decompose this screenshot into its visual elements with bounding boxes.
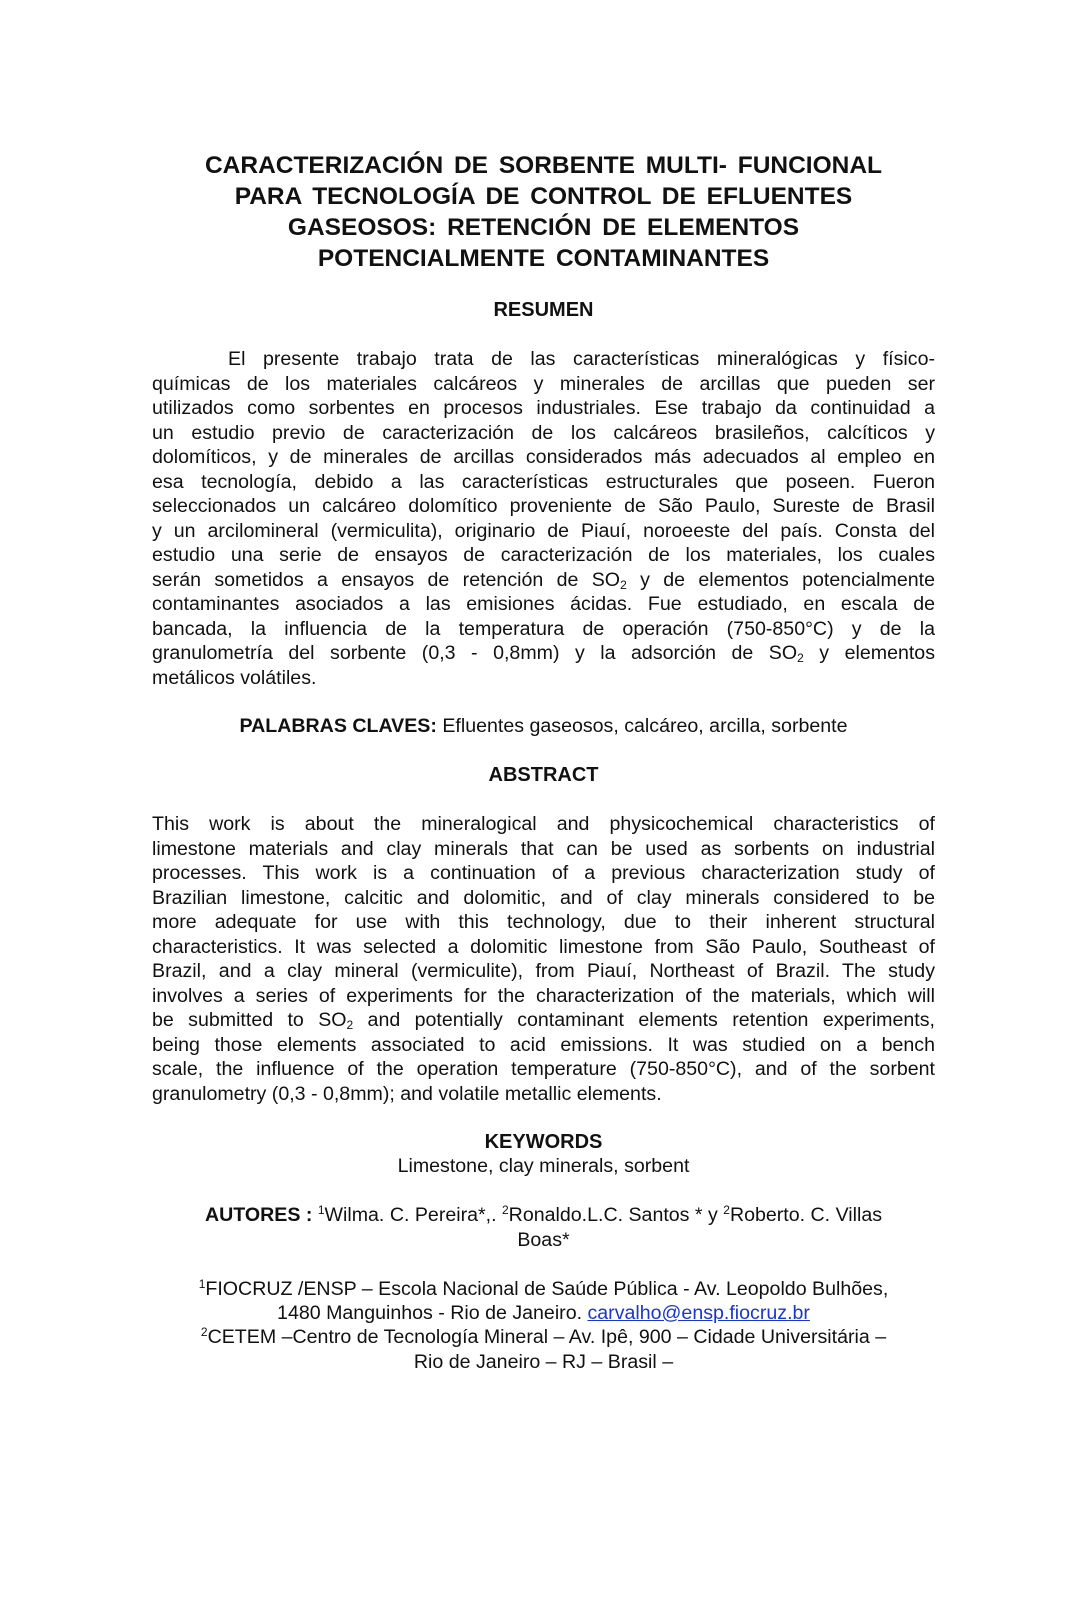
text-line: This work is about the mineralogical and physicochemical characteristics of — [152, 813, 935, 835]
text-line: utilizados como sorbentes en procesos industriales. Ese trabajo da continuidad a — [152, 397, 935, 419]
text-line: contaminantes asociados a las emisiones ácidas. Fue estudiado, en escala de — [152, 593, 935, 615]
text-line: y un arcilomineral (vermiculita), originario de Piauí, noroeeste del país. Consta del — [152, 519, 935, 542]
email-link[interactable]: carvalho@ensp.fiocruz.br — [587, 1302, 810, 1324]
text-line: El presente trabajo trata de las características mineralógicas y físico- — [228, 348, 935, 370]
text-line: granulometry (0,3 - 0,8mm); and volatile metallic elements. — [152, 1082, 662, 1105]
title-line: GASEOSOS: RETENCIÓN DE ELEMENTOS — [287, 214, 800, 241]
text-line: scale, the influence of the operation temperature (750-850°C), and of the sorbent — [152, 1058, 935, 1080]
author-name: Roberto. C. Villas — [729, 1204, 883, 1226]
text-line: bancada, la influencia de la temperatura de operación (750-850°C) y de la — [152, 617, 935, 640]
text-line: Brazil, and a clay mineral (vermiculite), from Piauí, Northeast of Brazil. The study — [152, 960, 935, 982]
text-line: Brazilian limestone, calcitic and dolomitic, and of clay minerals considered to be — [152, 886, 935, 909]
keywords-heading: KEYWORDS — [484, 1131, 603, 1153]
autores-label: AUTORES : — [204, 1204, 313, 1226]
title-line: PARA TECNOLOGÍA DE CONTROL DE EFLUENTES — [234, 183, 853, 210]
paper-title — [152, 150, 935, 274]
affiliation-1-cont: 1480 Manguinhos - Rio de Janeiro. carvalho@ensp.fiocruz.br — [277, 1302, 810, 1324]
text-line: serán sometidos a ensayos de retención de $SO_2$ y de elementos potencialmente — [152, 568, 935, 592]
text-line: un estudio previo de caracterización de los calcáreos brasileños, calcíticos y — [152, 421, 935, 444]
affiliation-2-cont: Rio de Janeiro – RJ – Brasil – — [413, 1351, 674, 1373]
author-name: Wilma. C. Pereira*,. — [324, 1204, 502, 1226]
resumen-paragraph — [152, 347, 935, 690]
authors-line: AUTORES : $^1$Wilma. C. Pereira*,. $^2$Ronaldo.L.C. Santos * y $^2$Roberto. C. Villas — [204, 1203, 883, 1226]
text-line: esa tecnología, debido a las características estructurales que poseen. Fueron — [152, 470, 935, 493]
text-line: more adequate for use with this technology, due to their inherent structural — [152, 911, 935, 933]
text-line: involves a series of experiments for the characterization of the materials, which will — [152, 984, 935, 1007]
palabras-label: PALABRAS CLAVES: — [239, 715, 437, 737]
abstract-heading: ABSTRACT — [488, 764, 599, 786]
author-name: Ronaldo.L.C. Santos * y — [508, 1204, 724, 1226]
text-line: be submitted to $SO_2$ and potentially contaminant elements retention experiments, — [152, 1009, 935, 1032]
title-line: CARACTERIZACIÓN DE SORBENTE MULTI- FUNCIONAL — [204, 152, 882, 179]
text-line: processes. This work is a continuation of a previous characterization study of — [152, 862, 935, 884]
text-line: characteristics. It was selected a dolomitic limestone from São Paulo, Southeast of — [152, 935, 935, 958]
text-line: dolomíticos, y de minerales de arcillas considerados más adecuados al empleo en — [152, 446, 935, 468]
text-line: limestone materials and clay minerals that can be used as sorbents on industrial — [152, 837, 935, 860]
resumen-heading: RESUMEN — [493, 299, 594, 321]
affiliation-2: $^2$CETEM –Centro de Tecnología Mineral – Av. Ipê, 900 – Cidade Universitária – — [200, 1325, 887, 1348]
palabras-claves — [152, 714, 935, 739]
text-line: metálicos volátiles. — [152, 666, 317, 689]
abstract-paragraph — [152, 812, 935, 1106]
authors-line-cont: Boas* — [517, 1229, 570, 1251]
text-line: químicas de los materiales calcáreos y minerales de arcillas que pueden ser — [152, 372, 935, 395]
text-line: estudio una serie de ensayos de caracterización de los materiales, los cuales — [152, 544, 935, 566]
text-line: seleccionados un calcáreo dolomítico proveniente de São Paulo, Sureste de Brasil — [152, 495, 935, 517]
text-line: being those elements associated to acid emissions. It was studied on a bench — [152, 1033, 935, 1056]
title-line: POTENCIALMENTE CONTAMINANTES — [317, 245, 770, 272]
palabras-text: Efluentes gaseosos, calcáreo, arcilla, sorbente — [436, 715, 848, 737]
keywords-text: Limestone, clay minerals, sorbent — [397, 1155, 690, 1177]
affiliation-1: $^1$FIOCRUZ /ENSP – Escola Nacional de Saúde Pública - Av. Leopoldo Bulhões, — [198, 1277, 889, 1300]
text-line: granulometría del sorbente (0,3 - 0,8mm) y la adsorción de $SO_2$ y elementos — [152, 642, 935, 665]
